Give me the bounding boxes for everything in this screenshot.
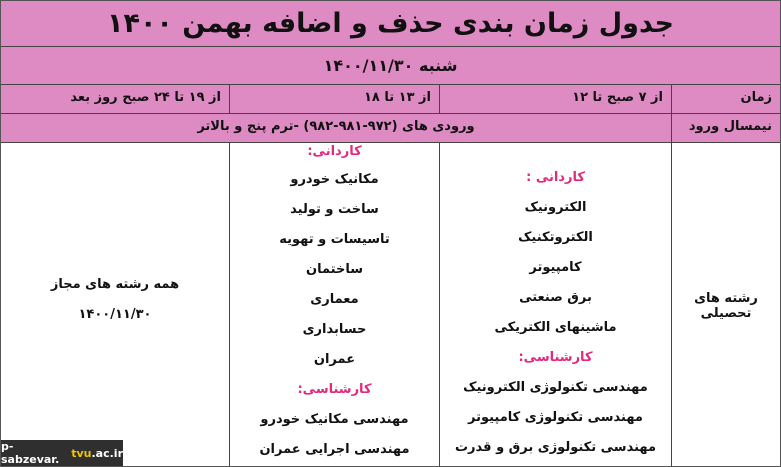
site-watermark [1,440,123,466]
date-row [1,47,780,85]
time-label: زمان [671,85,780,113]
night-fields-date: ۱۴۰۰/۱۱/۳۰ [78,307,152,322]
night-fields-text: همه رشته های مجاز [50,277,180,292]
list-item: الکتروتکنیک [518,230,593,245]
table-title-row [1,1,780,47]
watermark-suffix: .ac.ir [91,446,123,460]
list-item: کامپیوتر [529,260,582,275]
list-item: مهندسی تکنولوژی کامپیوتر [468,410,643,425]
date-label: شنبه ۱۴۰۰/۱۱/۳۰ [323,56,458,75]
table-title: جدول زمان بندی حذف و اضافه بهمن ۱۴۰۰ [106,8,675,39]
time-header-row [1,85,780,114]
list-item: ماشینهای الکتریکی [494,320,617,335]
fields-label: رشته های تحصیلی [694,291,758,321]
afternoon-kardani-heading: کاردانی: [307,144,362,159]
afternoon-karshenasi-heading: کارشناسی: [297,382,372,397]
list-item: تاسیسات و تهویه [279,232,390,247]
entry-semester-label: نیمسال ورود [671,114,780,142]
fields-label-cell [671,143,780,466]
time-slot-afternoon: از ۱۳ تا ۱۸ [229,85,439,113]
list-item: ساختمان [305,262,364,277]
afternoon-field-list [230,143,439,465]
entry-semester-row [1,114,780,143]
morning-karshenasi-heading: کارشناسی: [518,350,593,365]
list-item: مهندسی تکنولوژی برق و قدرت [454,440,657,455]
fields-night-cell [1,143,229,466]
time-slot-morning: از ۷ صبح تا ۱۲ [439,85,671,113]
entry-semester-value: ورودی های (۹۷۲-۹۸۱-۹۸۲) -ترم پنج و بالاتر [197,119,475,134]
morning-kardani-heading: کاردانی : [526,170,585,185]
list-item: معماری [310,292,359,307]
fields-morning-cell [439,143,671,466]
list-item: مهندسی اجرایی عمران [259,442,410,457]
watermark-highlight: tvu [71,446,92,460]
fields-row [1,143,780,466]
list-item: برق صنعتی [519,290,592,305]
fields-afternoon-cell [229,143,439,466]
list-item: ساخت و تولید [290,202,379,217]
list-item: مهندسی تکنولوژی الکترونیک [463,380,648,395]
watermark-prefix: p-sabzevar. [1,440,60,466]
list-item: عمران [313,352,356,367]
list-item: حسابداری [302,322,367,337]
list-item: مهندسی مکانیک خودرو [260,412,409,427]
morning-field-list [440,163,671,463]
list-item: مکانیک خودرو [290,172,379,187]
time-slot-night: از ۱۹ تا ۲۴ صبح روز بعد [70,90,221,105]
list-item: الکترونیک [524,200,587,215]
